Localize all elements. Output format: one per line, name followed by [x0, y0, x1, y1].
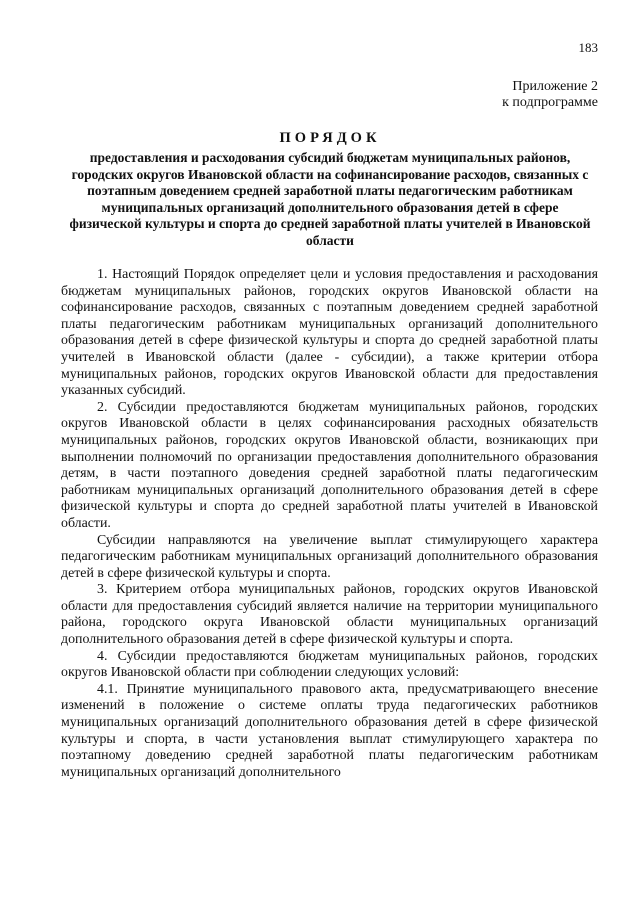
appendix-line-1: Приложение 2 [512, 79, 598, 94]
paragraph-2: 2. Субсидии предоставляются бюджетам муниципальных районов, городских округов Ивановской области в целях софинансирования расходных обязательств муниципальных районов, городских округов Ивановской области, возникающих при выполнении полномочий по организации предоставления дополнительного образования детям, в части поэтапного доведения средней заработной платы педагогическим работникам муниципальных организаций дополнительного образования детей в сфере физической культуры и спорта до средней заработной платы учителей в Ивановской области. [61, 399, 598, 531]
paragraph-1: 1. Настоящий Порядок определяет цели и условия предоставления и расходования бюджетам муниципальных районов, городских округов Ивановской области на софинансирование расходов, связанных с поэтапным доведением средней заработной платы педагогическим работникам муниципальных организаций дополнительного образования детей в сфере физической культуры и спорта до средней заработной платы учителей в Ивановской области (далее - субсидии), а также критерии отбора муниципальных районов, городских округов Ивановской области для предоставления указанных субсидий. [61, 267, 598, 399]
document-title: ПОРЯДОК [279, 130, 381, 146]
document-body [61, 267, 598, 781]
appendix-reference [502, 79, 598, 111]
paragraph-5: 4. Субсидии предоставляются бюджетам муниципальных районов, городских округов Ивановской области при соблюдении следующих условий: [61, 648, 598, 681]
paragraph-3: Субсидии направляются на увеличение выплат стимулирующего характера педагогическим работникам муниципальных организаций дополнительного образования детей в сфере физической культуры и спорта. [61, 532, 598, 581]
paragraph-6: 4.1. Принятие муниципального правового акта, предусматривающего внесение изменений в положение о системе оплаты труда педагогических работников муниципальных организаций дополнительного образования детей в сфере физической культуры и спорта, в части установления выплат стимулирующего характера по поэтапному доведению средней заработной платы педагогическим работникам муниципальных организаций дополнительного [61, 681, 598, 780]
appendix-line-2: к подпрограмме [502, 95, 598, 110]
paragraph-4: 3. Критерием отбора муниципальных районов, городских округов Ивановской области для предоставления субсидий является наличие на территории муниципального района, городского округа Ивановской области муниципальных организаций дополнительного образования детей в сфере физической культуры и спорта. [61, 582, 598, 648]
document-subtitle: предоставления и расходования субсидий бюджетам муниципальных районов, городских округов Ивановской области на софинансирование расходов, связанных с поэтапным доведением средней заработной платы педагогическим работникам муниципальных организаций дополнительного образования детей в сфере физической культуры и спорта до средней заработной платы учителей в Ивановской области [69, 150, 591, 248]
page-number: 183 [578, 40, 598, 55]
